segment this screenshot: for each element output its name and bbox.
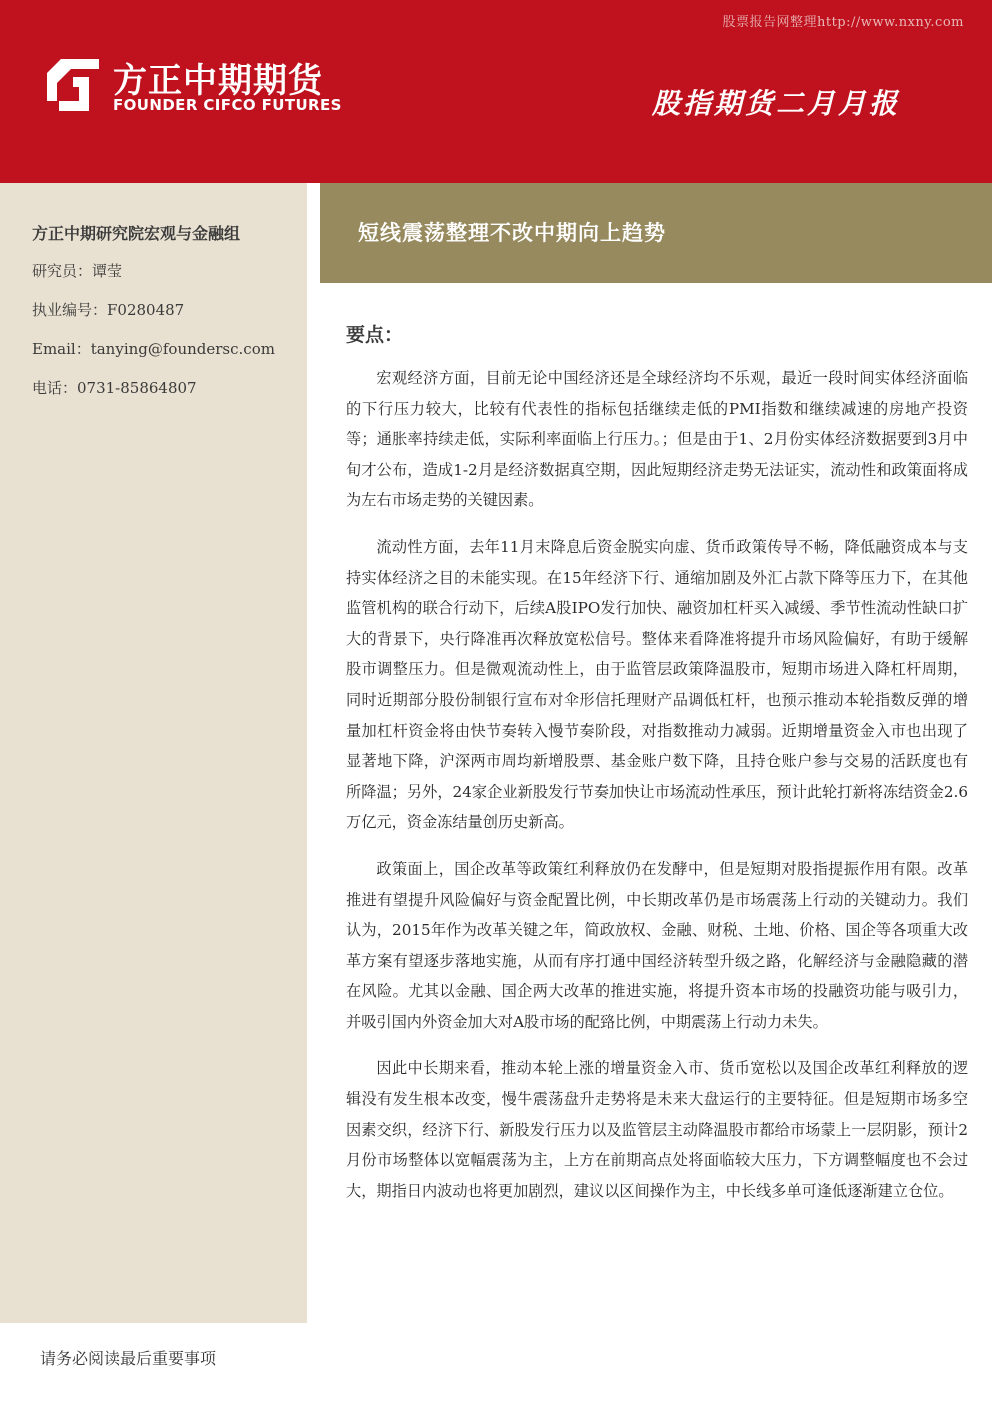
- logo-chinese-name: 方正中期期货: [113, 61, 323, 101]
- author-info: [32, 221, 275, 418]
- report-title: 股指期货二月月报: [651, 87, 900, 120]
- researcher-name: 研究员：谭莹: [32, 262, 123, 280]
- org-name: 方正中期研究院宏观与金融组: [32, 224, 241, 243]
- logo-mark-icon: [47, 57, 99, 111]
- paragraph-macro: 宏观经济方面，目前无论中国经济还是全球经济均不乐观，最近一段时间实体经济面临的下行压力较大，比较有代表性的指标包括继续走低的PMI指数和继续减速的房地产投资等；通胀率持续走低，实际利率面临上行压力。；但是由于1、2月份实体经济数据要到3月中旬才公布，造成1-2月是经济数据真空期，因此短期经济走势无法证实，流动性和政策面将成为左右市场走势的关键因素。: [346, 369, 968, 510]
- sidebar: [0, 183, 307, 1323]
- main-content: [346, 320, 968, 1222]
- paragraph-conclusion: 因此中长期来看，推动本轮上涨的增量资金入市、货币宽松以及国企改革红利释放的逻辑没有发生根本改变，慢牛震荡盘升走势将是未来大盘运行的主要特征。但是短期市场多空因素交织，经济下行、新股发行压力以及监管层主动降温股市都给市场蒙上一层阴影，预计2月份市场整体以宽幅震荡为主，上方在前期高点处将面临较大压力，下方调整幅度也不会过大，期指日内波动也将更加剧烈，建议以区间操作为主，中长线多单可逢低逐渐建立仓位。: [346, 1059, 968, 1200]
- license-number: 执业编号：F0280487: [32, 301, 185, 319]
- report-header: [0, 0, 992, 183]
- logo-english-name: FOUNDER CIFCO FUTURES: [113, 96, 342, 114]
- email-address: Email：tanying@foundersc.com: [32, 340, 275, 358]
- phone-number: 电话：0731-85864807: [32, 379, 197, 397]
- subtitle-banner: [320, 183, 992, 283]
- paragraph-liquidity: 流动性方面，去年11月末降息后资金脱实向虚、货币政策传导不畅，降低融资成本与支持实体经济之目的未能实现。在15年经济下行、通缩加剧及外汇占款下降等压力下，在其他监管机构的联合行动下，后续A股IPO发行加快、融资加杠杆买入减缓、季节性流动性缺口扩大的背景下，央行降准再次释放宽松信号。整体来看降准将提升市场风险偏好，有助于缓解股市调整压力。但是微观流动性上，由于监管层政策降温股市，短期市场进入降杠杆周期，同时近期部分股份制银行宣布对伞形信托理财产品调低杠杆，也预示推动本轮指数反弹的增量加杠杆资金将由快节奏转入慢节奏阶段，对指数推动力减弱。近期增量资金入市也出现了显著地下降，沪深两市周均新增股票、基金账户数下降，且持仓账户参与交易的活跃度也有所降温；另外，24家企业新股发行节奏加快让市场流动性承压，预计此轮打新将冻结资金2.6万亿元，资金冻结量创历史新高。: [346, 537, 968, 832]
- report-subtitle: 短线震荡整理不改中期向上趋势: [358, 221, 666, 245]
- watermark-text: 股票报告网整理http://www.nxny.com: [722, 15, 964, 30]
- section-heading: 要点：: [346, 324, 404, 346]
- disclaimer-note: 请务必阅读最后重要事项: [40, 1349, 217, 1368]
- company-logo: [47, 55, 357, 117]
- paragraph-policy: 政策面上，国企改革等政策红利释放仍在发酵中，但是短期对股指提振作用有限。改革推进有望提升风险偏好与资金配置比例，中长期改革仍是市场震荡上行动的关键动力。我们认为，2015年作为改革关键之年，简政放权、金融、财税、土地、价格、国企等各项重大改革方案有望逐步落地实施，从而有序打通中国经济转型升级之路，化解经济与金融隐藏的潜在风险。尤其以金融、国企两大改革的推进实施，将提升资本市场的投融资功能与吸引力，并吸引国内外资金加大对A股市场的配臵比例，中期震荡上行动力未失。: [346, 859, 968, 1031]
